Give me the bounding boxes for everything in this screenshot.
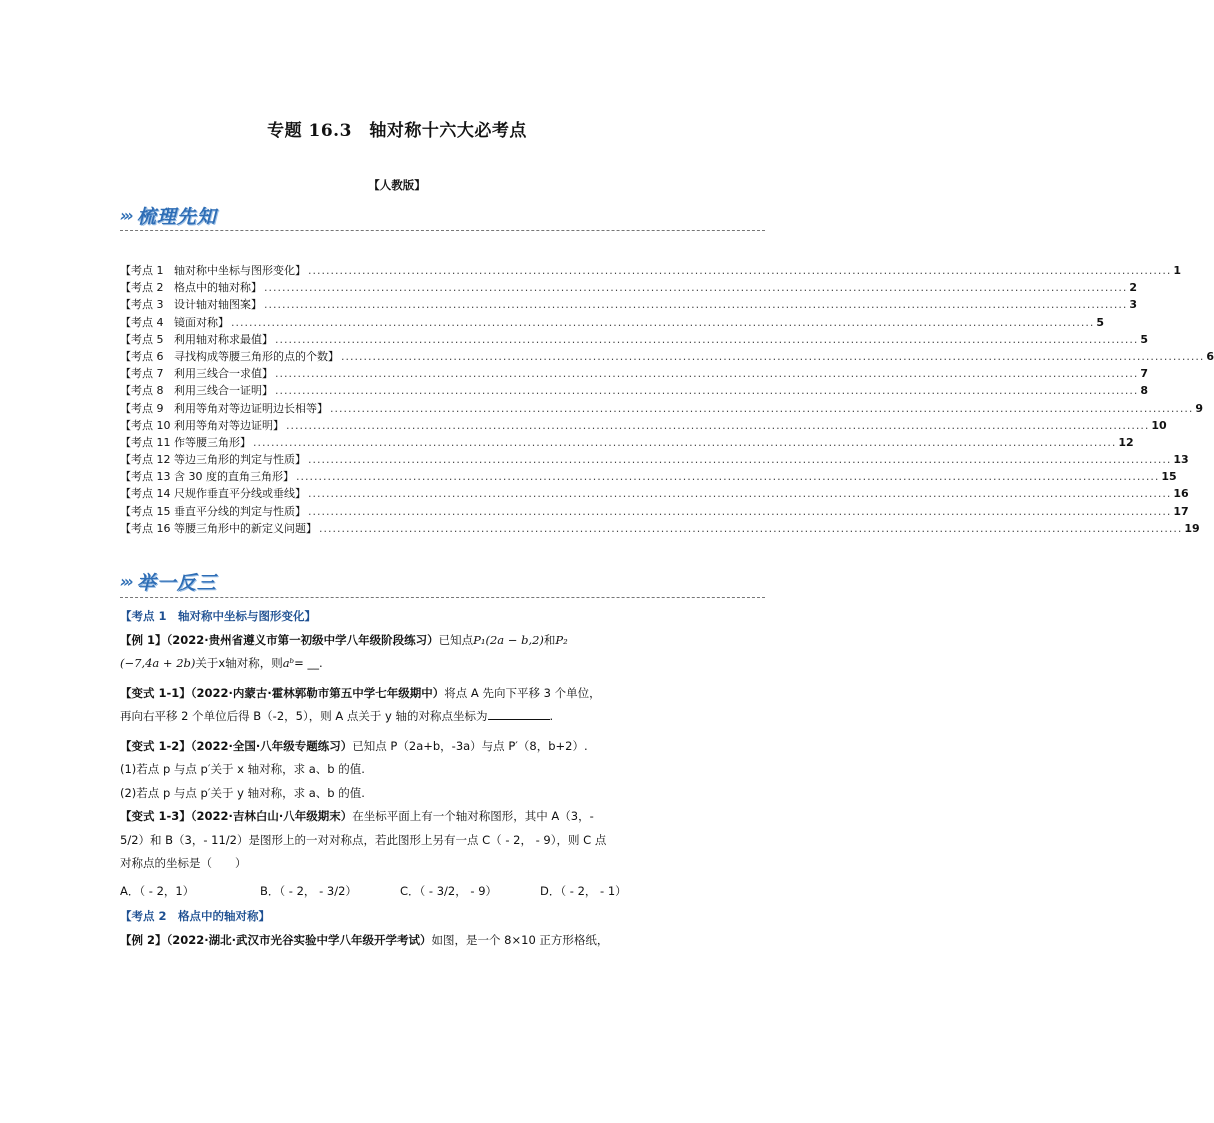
toc-page: 5: [1140, 332, 1148, 346]
toc-item[interactable]: [120, 468, 1177, 485]
variant-tag: 【变式 1-1】: [120, 685, 191, 700]
divider: [120, 597, 765, 598]
toc-leader: ................................................................................................................................................................................................: [275, 332, 1139, 346]
toc-key: 【考点 9: [120, 401, 164, 415]
example-1-cont: [120, 652, 675, 676]
example-text: 关于x轴对称，则: [195, 656, 283, 670]
variant-1-3: [120, 805, 675, 829]
toc-item[interactable]: [120, 382, 1148, 399]
toc-key: 【考点 11: [120, 435, 171, 449]
example-tag: 【例 1】: [120, 632, 167, 647]
option-b[interactable]: B．（ - 2， - 3/2）: [260, 883, 357, 898]
toc-leader: ................................................................................................................................................................................................: [319, 521, 1183, 535]
math-point-p1: P₁(2a − b,2): [473, 632, 544, 647]
toc-title: 镜面对称】: [174, 315, 229, 329]
source-note: （2022·内蒙古·霍林郭勒市第五中学七年级期中）: [190, 685, 445, 700]
variant-text: 已知点 P（2a+b，-3a）与点 P′（8，b+2）.: [352, 738, 588, 753]
variant-1-3-cont2: 对称点的坐标是（ ）: [120, 856, 247, 870]
toc-leader: ................................................................................................................................................................................................: [286, 418, 1150, 432]
toc-item[interactable]: [120, 262, 1181, 279]
toc-item[interactable]: [120, 417, 1167, 434]
toc-key: 【考点 2: [120, 281, 164, 295]
toc-banner-label: 梳理先知: [136, 205, 217, 228]
option-c[interactable]: C．（ - 3/2， - 9）: [400, 883, 498, 898]
toc-leader: ................................................................................................................................................................................................: [341, 349, 1205, 363]
toc-key: 【考点 1: [120, 264, 164, 277]
variant-1-2: [120, 735, 675, 759]
toc-title: 等边三角形的判定与性质】: [174, 453, 306, 467]
toc-key: 【考点 12: [120, 453, 171, 467]
toc-title: 格点中的轴对称】: [174, 281, 262, 295]
source-note: （2022·贵州省遵义市第一初级中学八年级阶段练习）: [166, 632, 439, 647]
toc-title: 等腰三角形中的新定义问题】: [174, 521, 317, 535]
variant-text: 将点 A 先向下平移 3 个单位，: [444, 685, 601, 700]
toc-item[interactable]: [120, 348, 1214, 365]
toc-title: 寻找构成等腰三角形的点的个数】: [174, 349, 339, 363]
section-heading: 【考点 1 轴对称中坐标与图形变化】: [120, 609, 317, 623]
math-point-p2: P₂: [555, 632, 568, 647]
variant-tag: 【变式 1-3】: [120, 809, 191, 823]
toc-title: 含 30 度的直角三角形】: [174, 470, 294, 484]
toc-key: 【考点 10: [120, 418, 171, 432]
toc-title: 轴对称中坐标与图形变化】: [174, 264, 306, 277]
answer-options: [120, 880, 675, 904]
example-tag: 【例 2】: [120, 932, 167, 947]
toc-page: 9: [1195, 401, 1203, 415]
toc-leader: ................................................................................................................................................................................................: [296, 470, 1160, 484]
toc-page: 10: [1151, 418, 1167, 432]
option-d[interactable]: D．（ - 2， - 1）: [540, 883, 627, 898]
examples-banner: [120, 566, 217, 596]
math-expression: aᵇ: [282, 656, 295, 670]
source-note: （2022·全国·八年级专题练习）: [190, 738, 353, 753]
toc-key: 【考点 16: [120, 521, 171, 535]
toc-title: 利用轴对称求最值】: [174, 332, 273, 346]
toc-page: 5: [1096, 315, 1104, 329]
toc-key: 【考点 13: [120, 470, 171, 484]
answer-blank[interactable]: [488, 707, 550, 720]
page-title: 专题 16.3 轴对称十六大必考点: [267, 121, 527, 141]
toc-item[interactable]: [120, 485, 1189, 502]
toc-item[interactable]: [120, 331, 1148, 348]
example-text: 如图，是一个 8×10 正方形格纸，: [431, 932, 609, 947]
chevron-arrows-icon: ›››: [120, 571, 131, 591]
toc-key: 【考点 4: [120, 315, 164, 329]
toc-item[interactable]: [120, 365, 1148, 382]
toc-item[interactable]: [120, 520, 1200, 537]
toc-leader: ................................................................................................................................................................................................: [275, 384, 1139, 398]
variant-text: 在坐标平面上有一个轴对称图形，其中 A（3，-: [352, 809, 594, 823]
example-text: 和: [543, 632, 556, 647]
toc-leader: ................................................................................................................................................................................................: [308, 504, 1172, 518]
toc-title: 利用三线合一求值】: [174, 367, 273, 381]
toc-key: 【考点 3: [120, 298, 164, 312]
toc-leader: ................................................................................................................................................................................................: [231, 315, 1095, 329]
toc-item[interactable]: [120, 400, 1203, 417]
examples-banner-label: 举一反三: [136, 571, 217, 594]
content-body: [120, 605, 675, 952]
example-text: 已知点: [438, 632, 474, 647]
chevron-arrows-icon: ›››: [120, 205, 131, 225]
toc-leader: ................................................................................................................................................................................................: [275, 367, 1139, 381]
variant-1-1-cont: [120, 705, 675, 729]
section-heading: 【考点 2 格点中的轴对称】: [120, 909, 271, 923]
toc-title: 利用等角对等边证明】: [174, 418, 284, 432]
toc-leader: ................................................................................................................................................................................................: [253, 435, 1117, 449]
toc-key: 【考点 6: [120, 349, 164, 363]
toc-title: 利用等角对等边证明边长相等】: [174, 401, 328, 415]
toc-leader: ................................................................................................................................................................................................: [308, 264, 1172, 277]
table-of-contents: [120, 262, 1214, 537]
toc-page: 16: [1173, 487, 1189, 501]
toc-item[interactable]: [120, 503, 1189, 520]
variant-1-3-cont: 5/2）和 B（3，- 11/2）是图形上的一对对称点，若此图形上另有一点 C（ - 2， - 9），则 C 点: [120, 832, 607, 847]
toc-banner: [120, 200, 217, 230]
toc-page: 12: [1118, 435, 1134, 449]
variant-tag: 【变式 1-2】: [120, 738, 191, 753]
divider: [120, 230, 765, 231]
toc-leader: ................................................................................................................................................................................................: [308, 453, 1172, 467]
example-text: = __.: [294, 656, 323, 670]
toc-page: 3: [1129, 298, 1137, 312]
toc-page: 15: [1161, 470, 1177, 484]
toc-item[interactable]: [120, 279, 1137, 296]
option-a[interactable]: A．（ - 2，1）: [120, 883, 195, 898]
toc-key: 【考点 14: [120, 487, 171, 501]
example-1: [120, 629, 675, 653]
toc-page: 19: [1184, 521, 1200, 535]
toc-title: 利用三线合一证明】: [174, 384, 273, 398]
toc-title: 尺规作垂直平分线或垂线】: [174, 487, 306, 501]
question-2: (2)若点 p 与点 p′关于 y 轴对称，求 a、b 的值.: [120, 785, 365, 800]
variant-text: 再向右平移 2 个单位后得 B（-2，5），则 A 点关于 y 轴的对称点坐标为: [120, 709, 488, 723]
toc-page: 13: [1173, 453, 1189, 467]
toc-page: 17: [1173, 504, 1189, 518]
variant-text: .: [549, 709, 554, 723]
toc-key: 【考点 5: [120, 332, 164, 346]
toc-item[interactable]: [120, 296, 1137, 313]
toc-page: 6: [1206, 349, 1214, 363]
toc-key: 【考点 15: [120, 504, 171, 518]
toc-item[interactable]: [120, 434, 1134, 451]
toc-page: 7: [1140, 367, 1148, 381]
toc-leader: ................................................................................................................................................................................................: [264, 281, 1128, 295]
toc-key: 【考点 8: [120, 384, 164, 398]
toc-leader: ................................................................................................................................................................................................: [308, 487, 1172, 501]
math-coords: (−7,4a + 2b): [120, 656, 196, 670]
source-note: （2022·湖北·武汉市光谷实验中学八年级开学考试）: [166, 932, 432, 947]
source-note: （2022·吉林白山·八年级期末）: [190, 809, 353, 823]
variant-1-1: [120, 682, 675, 706]
toc-title: 垂直平分线的判定与性质】: [174, 504, 306, 518]
toc-leader: ................................................................................................................................................................................................: [264, 298, 1128, 312]
toc-item[interactable]: [120, 451, 1189, 468]
toc-key: 【考点 7: [120, 367, 164, 381]
toc-page: 2: [1129, 281, 1137, 295]
toc-title: 设计轴对轴图案】: [174, 298, 262, 312]
toc-title: 作等腰三角形】: [174, 435, 251, 449]
toc-leader: ................................................................................................................................................................................................: [330, 401, 1194, 415]
toc-item[interactable]: [120, 314, 1104, 331]
toc-page: 8: [1140, 384, 1148, 398]
toc-page: 1: [1173, 264, 1181, 277]
example-2: [120, 929, 675, 953]
question-1: (1)若点 p 与点 p′关于 x 轴对称，求 a、b 的值.: [120, 762, 365, 776]
edition-label: 【人教版】: [368, 178, 426, 192]
